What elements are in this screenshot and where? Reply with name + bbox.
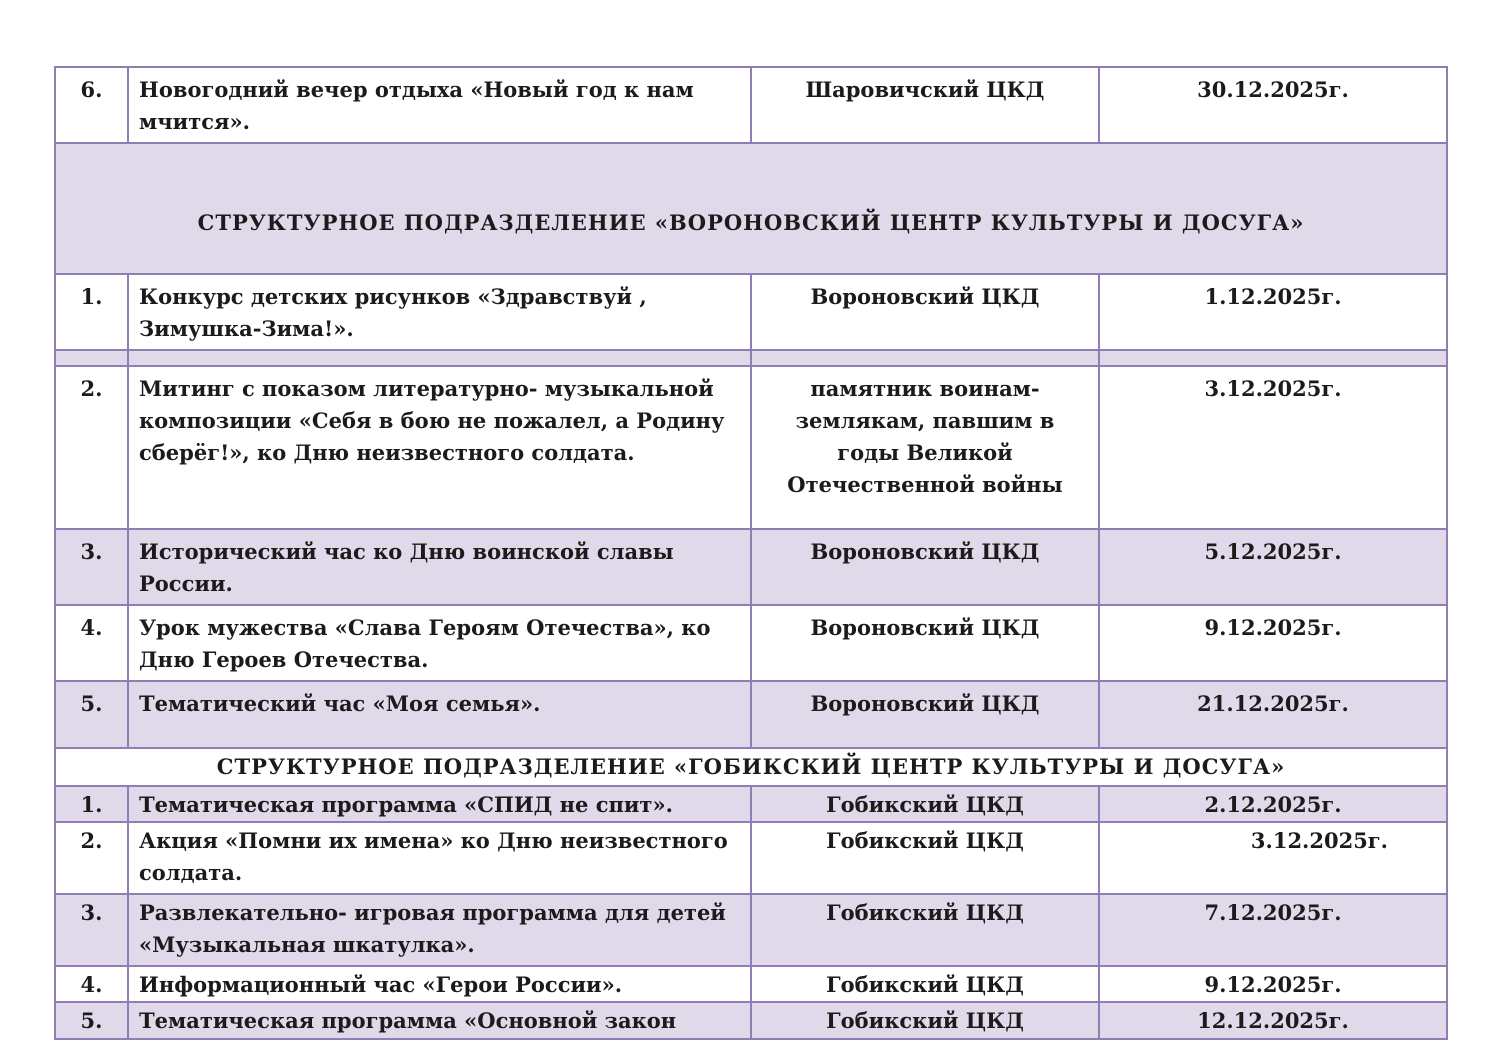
event-title: Информационный час «Герои России».: [128, 966, 751, 1002]
table-row: [55, 822, 1447, 894]
section-heading-row: [55, 143, 1447, 274]
table-row: [55, 966, 1447, 1002]
event-place: Гобикский ЦКД: [751, 786, 1099, 822]
event-date: 9.12.2025г.: [1099, 605, 1447, 681]
row-number: 3.: [55, 529, 128, 605]
table-row: [55, 1002, 1447, 1039]
event-title: Новогодний вечер отдыха «Новый год к нам мчится».: [128, 67, 751, 143]
event-place: Гобикский ЦКД: [751, 966, 1099, 1002]
event-title: Митинг с показом литературно- музыкальной композиции «Себя в бою не пожалел, а Родину сберёг!», ко Дню неизвестного солдата.: [128, 366, 751, 529]
events-table: [54, 66, 1448, 1040]
event-title: Исторический час ко Дню воинской славы России.: [128, 529, 751, 605]
event-place: Шаровичский ЦКД: [751, 67, 1099, 143]
table-row: [55, 529, 1447, 605]
row-number: 3.: [55, 894, 128, 966]
event-date: 2.12.2025г.: [1099, 786, 1447, 822]
spacer-cell: [751, 350, 1099, 366]
spacer-row: [55, 350, 1447, 366]
section-heading-voronovsky: СТРУКТУРНОЕ ПОДРАЗДЕЛЕНИЕ «ВОРОНОВСКИЙ ЦЕНТР КУЛЬТУРЫ И ДОСУГА»: [55, 143, 1447, 274]
table-row: [55, 681, 1447, 748]
row-number: 2.: [55, 366, 128, 529]
event-date: 30.12.2025г.: [1099, 67, 1447, 143]
event-place: Гобикский ЦКД: [751, 894, 1099, 966]
event-title: Развлекательно- игровая программа для детей «Музыкальная шкатулка».: [128, 894, 751, 966]
section-heading-row: [55, 748, 1447, 786]
spacer-cell: [128, 350, 751, 366]
event-title: Тематическая программа «Основной закон: [128, 1002, 751, 1039]
spacer-cell: [1099, 350, 1447, 366]
event-title: Урок мужества «Слава Героям Отечества», ко Дню Героев Отечества.: [128, 605, 751, 681]
event-title: Тематическая программа «СПИД не спит».: [128, 786, 751, 822]
table-row: [55, 894, 1447, 966]
event-place: Вороновский ЦКД: [751, 681, 1099, 748]
event-date: 3.12.2025г.: [1099, 822, 1447, 894]
event-title: Конкурс детских рисунков «Здравствуй , Зимушка-Зима!».: [128, 274, 751, 350]
row-number: 6.: [55, 67, 128, 143]
section-heading-gobiksky: СТРУКТУРНОЕ ПОДРАЗДЕЛЕНИЕ «ГОБИКСКИЙ ЦЕНТР КУЛЬТУРЫ И ДОСУГА»: [55, 748, 1447, 786]
event-title: Акция «Помни их имена» ко Дню неизвестного солдата.: [128, 822, 751, 894]
events-document: [54, 66, 1446, 1040]
table-row: [55, 786, 1447, 822]
table-row: [55, 366, 1447, 529]
event-date: 7.12.2025г.: [1099, 894, 1447, 966]
event-date: 12.12.2025г.: [1099, 1002, 1447, 1039]
row-number: 4.: [55, 966, 128, 1002]
event-place: Вороновский ЦКД: [751, 605, 1099, 681]
event-date: 3.12.2025г.: [1099, 366, 1447, 529]
event-place: Гобикский ЦКД: [751, 1002, 1099, 1039]
event-place: памятник воинам-землякам, павшим в годы Великой Отечественной войны: [751, 366, 1099, 529]
row-number: 4.: [55, 605, 128, 681]
table-row: [55, 605, 1447, 681]
event-date: 1.12.2025г.: [1099, 274, 1447, 350]
row-number: 5.: [55, 1002, 128, 1039]
event-date: 5.12.2025г.: [1099, 529, 1447, 605]
event-place: Гобикский ЦКД: [751, 822, 1099, 894]
row-number: 1.: [55, 274, 128, 350]
spacer-cell: [55, 350, 128, 366]
table-row: [55, 274, 1447, 350]
row-number: 5.: [55, 681, 128, 748]
event-date: 9.12.2025г.: [1099, 966, 1447, 1002]
event-title: Тематический час «Моя семья».: [128, 681, 751, 748]
row-number: 1.: [55, 786, 128, 822]
event-place: Вороновский ЦКД: [751, 274, 1099, 350]
event-date: 21.12.2025г.: [1099, 681, 1447, 748]
row-number: 2.: [55, 822, 128, 894]
table-row: [55, 67, 1447, 143]
event-place: Вороновский ЦКД: [751, 529, 1099, 605]
